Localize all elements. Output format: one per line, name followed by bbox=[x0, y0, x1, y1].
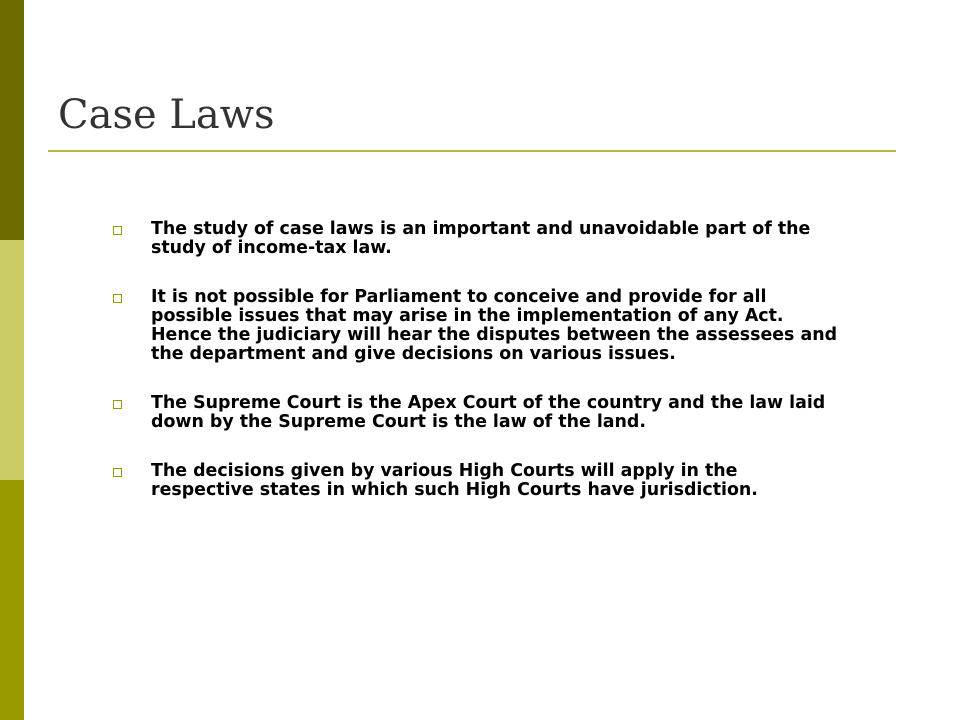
slide-title: Case Laws bbox=[58, 92, 275, 138]
bullet-item bbox=[113, 462, 843, 500]
title-divider bbox=[48, 150, 896, 152]
square-bullet-icon bbox=[113, 226, 122, 235]
bullet-text: It is not possible for Parliament to conceive and provide for all possible issues that may arise in the implementation of any Act. Hence the judiciary will hear the disputes between the assessees and the department and give decisions on various issues. bbox=[151, 287, 838, 364]
bullet-item bbox=[113, 220, 843, 258]
square-bullet-icon bbox=[113, 294, 122, 303]
bullet-text: The study of case laws is an important and unavoidable part of the study of income-tax law. bbox=[151, 219, 811, 258]
bullet-item bbox=[113, 394, 843, 432]
square-bullet-icon bbox=[113, 400, 122, 409]
bullet-text: The decisions given by various High Courts will apply in the respective states in which such High Courts have jurisdiction. bbox=[151, 461, 758, 500]
sidebar-stripe-middle bbox=[0, 240, 24, 480]
bullet-text: The Supreme Court is the Apex Court of the country and the law laid down by the Supreme Court is the law of the land. bbox=[151, 393, 826, 432]
bullet-item bbox=[113, 288, 843, 364]
square-bullet-icon bbox=[113, 468, 122, 477]
sidebar-stripe-bottom bbox=[0, 480, 24, 720]
bullet-list bbox=[113, 220, 843, 530]
sidebar-stripe-top bbox=[0, 0, 24, 240]
